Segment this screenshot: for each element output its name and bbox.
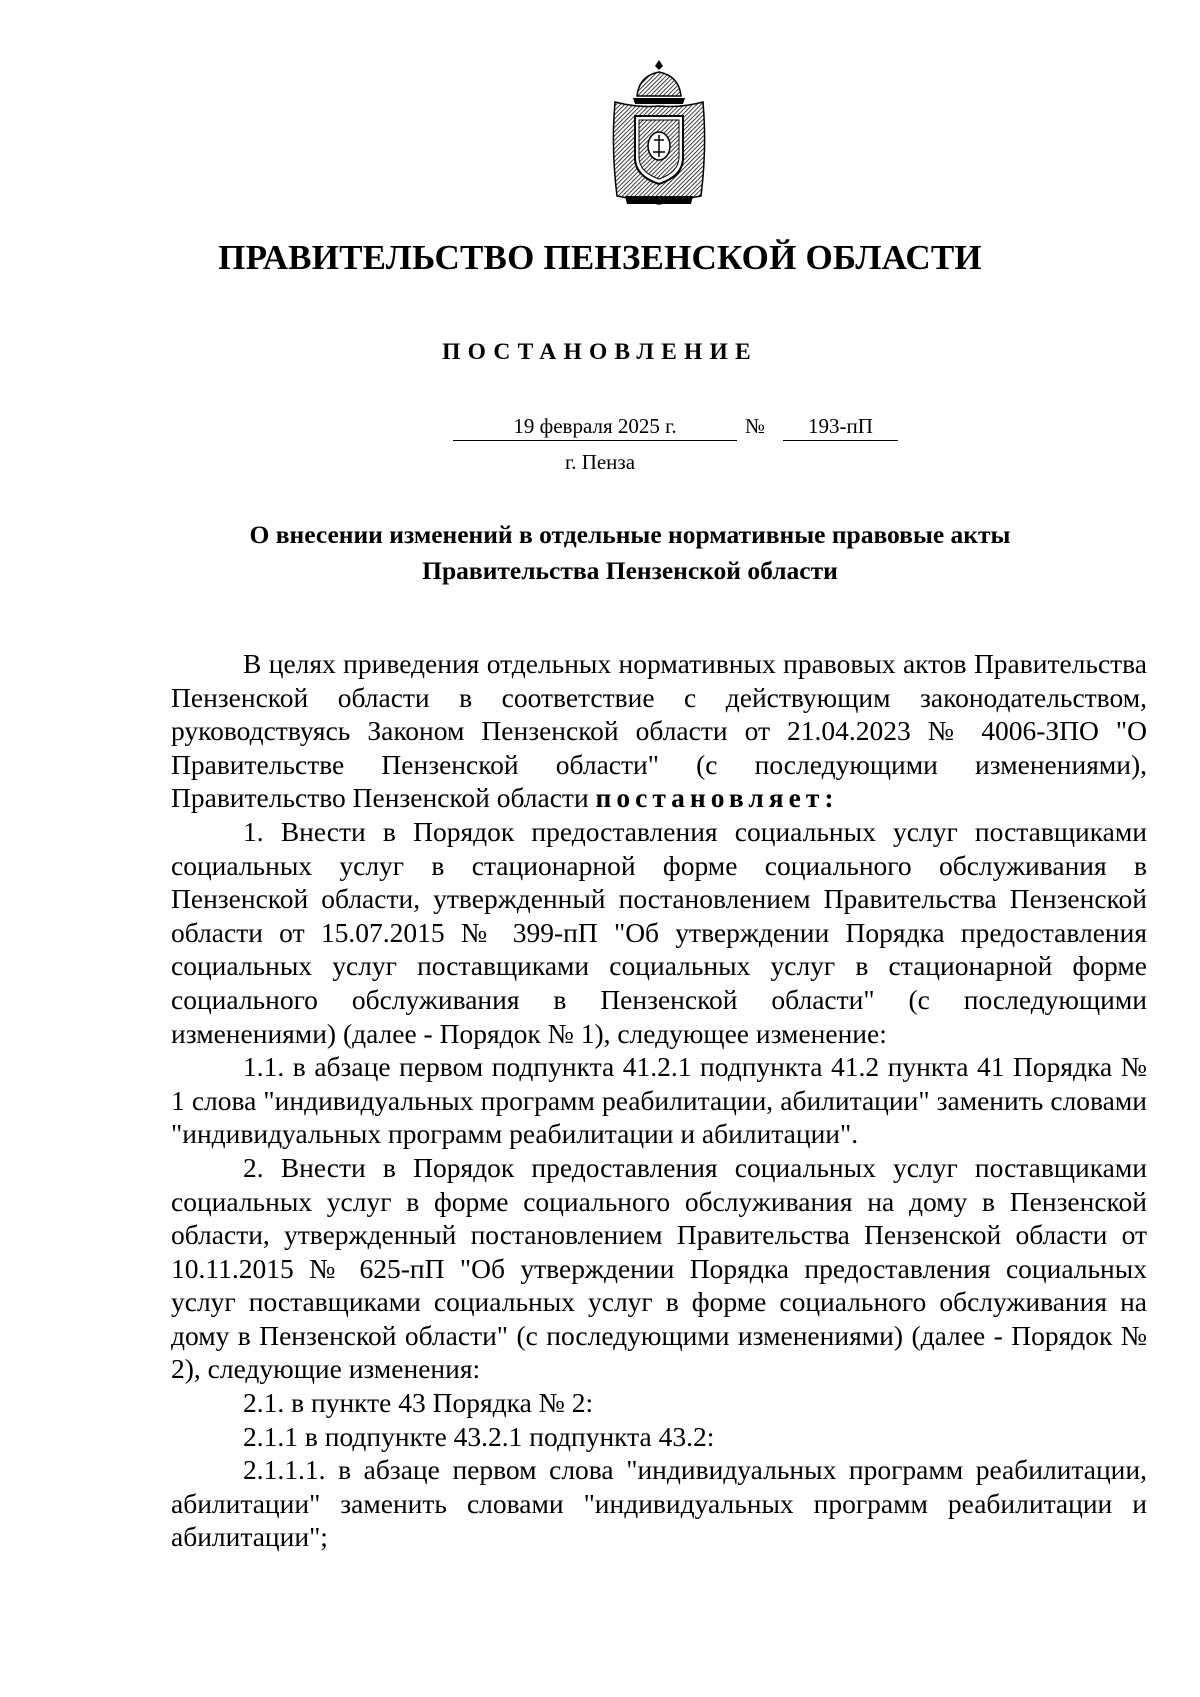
- paragraph-2-1-1-1: 2.1.1.1. в абзаце первом слова "индивидуальных программ реабилитации, абилитации" заменить словами "индивидуальных программ реабилитации и абилитации";: [171, 1454, 1147, 1553]
- subject-line-2: Правительства Пензенской области: [422, 556, 838, 585]
- paragraph-2: 2. Внести в Порядок предоставления социальных услуг поставщиками социальных услуг в форме социального обслуживания на дому в Пензенской области, утвержденный постановлением Правительства Пензенской области от 10.11.2015 № 625-пП "Об утверждении Порядка предоставления социальных услуг поставщиками социальных услуг в форме социального обслуживания на дому в Пензенской области" (с последующими изменениями) (далее - Порядок № 2), следующие изменения:: [171, 1151, 1147, 1385]
- document-city: г. Пенза: [564, 450, 636, 474]
- document-subject: [200, 517, 1060, 589]
- organization-title: ПРАВИТЕЛЬСТВО ПЕНЗЕНСКОЙ ОБЛАСТИ: [218, 238, 982, 277]
- coat-of-arms-icon: [607, 58, 711, 208]
- document-number: 193-пП: [783, 413, 898, 441]
- document-body: [171, 647, 1147, 1554]
- document-type: ПОСТАНОВЛЕНИЕ: [442, 339, 758, 365]
- intro-text: В целях приведения отдельных нормативных правовых актов Правительства Пензенской области в соответствие с действующим законодательством, руководствуясь Законом Пензенской области от 21.04.2023 № 4006-ЗПО "О Правительстве Пензенской области" (с последующими изменениями), Правительство Пензенской области: [171, 648, 1147, 814]
- intro-paragraph: [171, 647, 1147, 815]
- paragraph-2-1: 2.1. в пункте 43 Порядка № 2:: [243, 1387, 594, 1419]
- number-sign: №: [745, 414, 766, 438]
- document-date: 19 февраля 2025 г.: [453, 413, 737, 441]
- paragraph-2-1-1: 2.1.1 в подпункте 43.2.1 подпункта 43.2:: [243, 1420, 715, 1452]
- decree-word: постановляет:: [595, 782, 839, 814]
- paragraph-1: 1. Внести в Порядок предоставления социальных услуг поставщиками социальных услуг в стационарной форме социального обслуживания в Пензенской области, утвержденный постановлением Правительства Пензенской области от 15.07.2015 № 399-пП "Об утверждении Порядка предоставления социальных услуг поставщиками социальных услуг в стационарной форме социального обслуживания в Пензенской области" (с последующими изменениями) (далее - Порядок № 1), следующее изменение:: [171, 815, 1147, 1049]
- date-number-line: [453, 413, 898, 443]
- paragraph-1-1: 1.1. в абзаце первом подпункта 41.2.1 подпункта 41.2 пункта 41 Порядка № 1 слова "индивидуальных программ реабилитации, абилитации" заменить словами "индивидуальных программ реабилитации и абилитации".: [171, 1051, 1147, 1150]
- subject-line-1: О внесении изменений в отдельные нормативные правовые акты: [249, 520, 1011, 549]
